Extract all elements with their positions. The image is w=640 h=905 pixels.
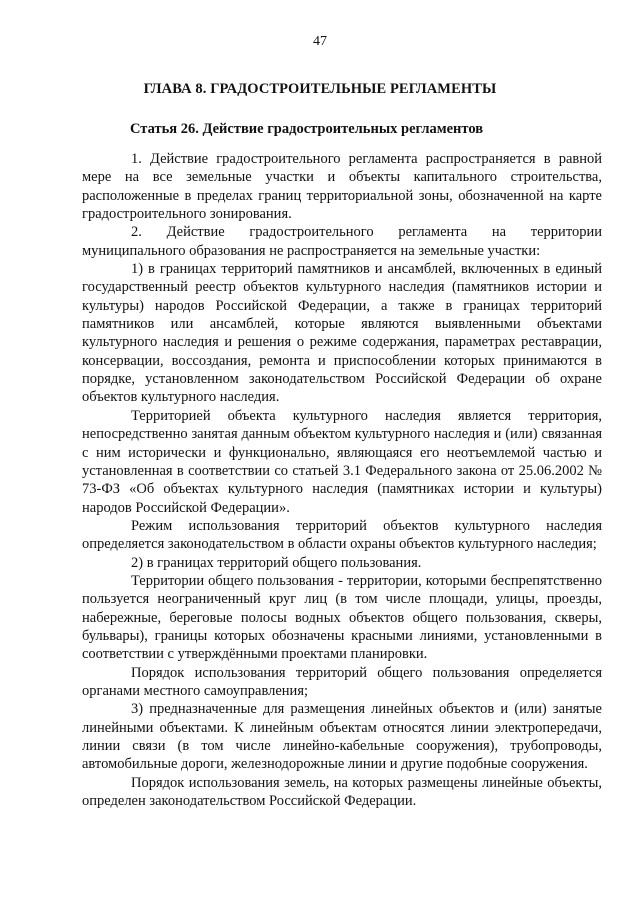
paragraph: Порядок использования территорий общего пользования определяется органами местного самоуправления; xyxy=(82,664,602,699)
chapter-title: ГЛАВА 8. ГРАДОСТРОИТЕЛЬНЫЕ РЕГЛАМЕНТЫ xyxy=(143,81,497,97)
paragraph: 2. Действие градостроительного регламента на территории муниципального образования не распространяется на земельные участки: xyxy=(82,224,602,259)
article-title: Статья 26. Действие градостроительных регламентов xyxy=(130,121,484,137)
paragraph: 1. Действие градостроительного регламента распространяется в равной мере на все земельные участки и объекты капитального строительства, расположенные в пределах границ территориальной зоны, обозначенной на карте градостроительного зонирования. xyxy=(82,151,602,223)
paragraph: Территории общего пользования - территории, которыми беспрепятственно пользуется неограниченный круг лиц (в том числе площади, улицы, проезды, набережные, береговые полосы водных объектов общего пользования, скверы, бульвары), границы которых обозначены красными линиями, установленными в соответствии с утверждёнными проектами планировки. xyxy=(82,572,602,663)
paragraph: Порядок использования земель, на которых размещены линейные объекты, определен законодательством Российской Федерации. xyxy=(82,774,602,810)
paragraph: 3) предназначенные для размещения линейных объектов и (или) занятые линейными объектами. К линейным объектам относятся линии электропередачи, линии связи (в том числе линейно-кабельные сооружения), трубопроводы, автомобильные дороги, железнодорожные линии и другие подобные сооружения. xyxy=(82,701,602,773)
article-body xyxy=(82,150,602,810)
paragraph: 2) в границах территорий общего пользования. xyxy=(131,554,422,571)
paragraph: Режим использования территорий объектов культурного наследия определяется законодательством в области охраны объектов культурного наследия; xyxy=(82,517,602,553)
page-number: 47 xyxy=(313,34,327,49)
paragraph: 1) в границах территорий памятников и ансамблей, включенных в единый государственный реестр объектов культурного наследия (памятников истории и культуры) народов Российской Федерации, а также в границах территорий памятников или ансамблей, которые являются выявленными объектами культурного наследия и решения о режиме содержания, параметрах реставрации, консервации, воссоздания, ремонта и приспособлении которых принимаются в порядке, установленном законодательством Российской Федерации об охране объектов культурного наследия. xyxy=(82,261,602,406)
paragraph: Территорией объекта культурного наследия является территория, непосредственно занятая данным объектом культурного наследия и (или) связанная с ним исторически и функционально, являющаяся его неотъемлемой частью и установленная в соответствии со статьей 3.1 Федерального закона от 25.06.2002 № 73-ФЗ «Об объектах культурного наследия (памятниках истории и культуры) народов Российской Федерации». xyxy=(82,407,602,516)
